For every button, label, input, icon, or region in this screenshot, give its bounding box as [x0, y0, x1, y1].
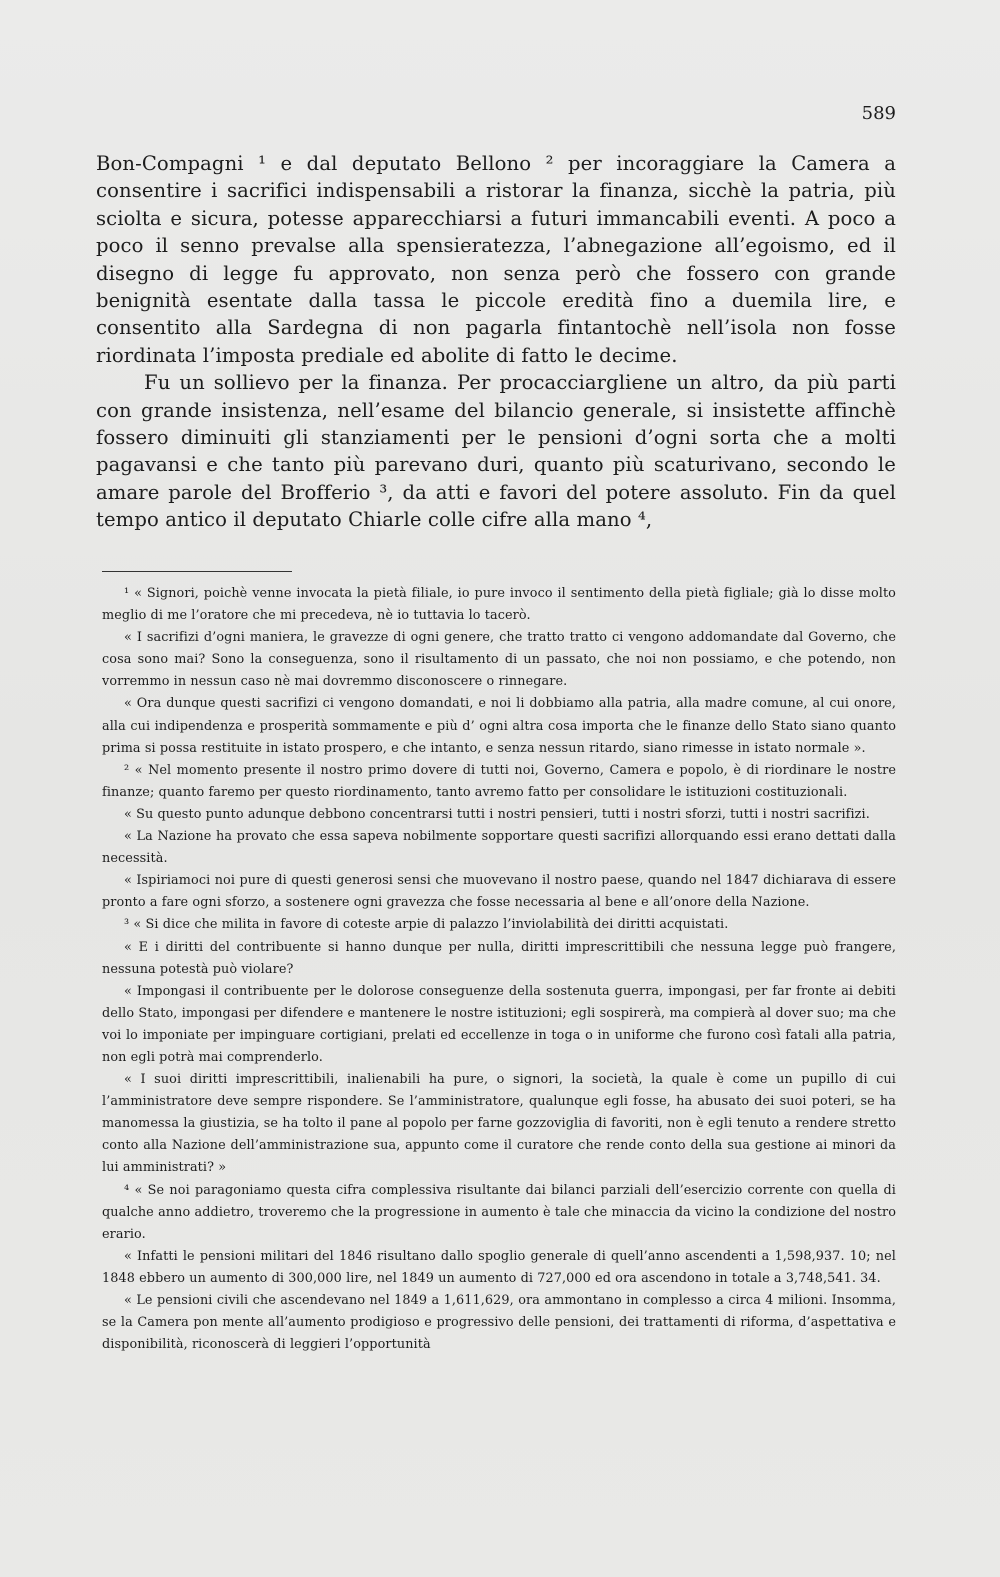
footnote-paragraph: « Impongasi il contribuente per le dolorose conseguenze della sostenuta guerra, impongasi, per far fronte ai debiti dello Stato, impongasi per difendere e mantenere le nostre istituzioni; egli sospirerà, ma compierà al dover suo; ma che voi lo imponiate per impinguare cortigiani, prelati ed eccellenze in toga o in uniforme che furono così fatali alla patria, non egli potrà mai comprenderlo.: [102, 983, 896, 1065]
footnote-paragraph: ³ « Si dice che milita in favore di coteste arpie di palazzo l’inviolabilità dei diritti acquistati.: [124, 917, 729, 933]
footnote-paragraph: « I suoi diritti imprescrittibili, inalienabili ha pure, o signori, la società, la quale è come un pupillo di cui l’amministratore deve sempre rispondere. Se l’amministratore, qualunque egli fosse, ha abusato dei suoi poteri, se ha manomessa la giustizia, se ha tolto il pane al popolo per farne gozzoviglia di favoriti, non è egli tenuto a rendere stretto conto alla Nazione dell’amministrazione sua, appunto come il curatore che rende conto della sua gestione ai minori da lui amministrati? »: [102, 1072, 896, 1176]
footnote-paragraph: « Ispiriamoci noi pure di questi generosi sensi che muovevano il nostro paese, quando nel 1847 dichiarava di essere pronto a fare ogni sforzo, a sostenere ogni gravezza che fosse necessaria al bene e all’onore della Nazione.: [102, 873, 896, 911]
main-text: [96, 150, 896, 534]
body-paragraph: Fu un sollievo per la finanza. Per procacciargliene un altro, da più parti con grande insistenza, nell’esame del bilancio generale, si insistette affinchè fossero diminuiti gli stanziamenti per le pensioni d’ogni sorta che a molti pagavansi e che tanto più parevano duri, quanto più scaturivano, secondo le amare parole del Brofferio ³, da atti e favori del potere assoluto. Fin da quel tempo antico il deputato Chiarle colle cifre alla mano ⁴,: [96, 371, 896, 532]
footnote-paragraph: ⁴ « Se noi paragoniamo questa cifra complessiva risultante dai bilanci parziali dell’esercizio corrente con quella di qualche anno addietro, troveremo che la progressione in aumento è tale che minaccia da vicino la condizione del nostro erario.: [102, 1182, 896, 1242]
footnote-paragraph: ¹ « Signori, poichè venne invocata la pietà filiale, io pure invoco il sentimento della pietà figliale; già lo disse molto meglio di me l’oratore che mi precedeva, nè io tuttavia lo tacerò.: [102, 586, 896, 624]
footnotes: [102, 583, 896, 1356]
footnote-paragraph: « Infatti le pensioni militari del 1846 risultano dallo spoglio generale di quell’anno ascendenti a 1,598,937. 10; nel 1848 ebbero un aumento di 300,000 lire, nel 1849 un aumento di 727,000 ed ora ascendono in totale a 3,748,541. 34.: [102, 1248, 896, 1286]
footnote-paragraph: « Ora dunque questi sacrifizi ci vengono domandati, e noi li dobbiamo alla patria, alla madre comune, al cui onore, alla cui indipendenza e prosperità sommamente e più d’ ogni altra cosa importa che le finanze dello Stato siano quanto prima si possa restituite in istato prospero, e che intanto, e senza nessun ritardo, siano rimesse in istato normale ».: [102, 696, 896, 756]
footnote-separator: [102, 571, 292, 572]
footnote-paragraph: ² « Nel momento presente il nostro primo dovere di tutti noi, Governo, Camera e popolo, è di riordinare le nostre finanze; quanto faremo per questo riordinamento, tanto avremo fatto per consolidare le istituzioni costituzionali.: [102, 762, 896, 800]
body-paragraph: Bon-Compagni ¹ e dal deputato Bellono ² per incoraggiare la Camera a consentire i sacrifici indispensabili a ristorar la finanza, sicchè la patria, più sciolta e sicura, potesse apparecchiarsi a futuri immancabili eventi. A poco a poco il senno prevalse alla spensieratezza, l’abnegazione all’egoismo, ed il disegno di legge fu approvato, non senza però che fossero con grande benignità esentate dalla tassa le piccole eredità fino a duemila lire, e consentito alla Sardegna di non pagarla fintantochè nell’isola non fosse riordinata l’imposta prediale ed abolite di fatto le decime.: [96, 152, 896, 367]
footnote-paragraph: « La Nazione ha provato che essa sapeva nobilmente sopportare questi sacrifizi allorquando essi erano dettati dalla necessità.: [102, 829, 896, 867]
footnote-paragraph: « Le pensioni civili che ascendevano nel 1849 a 1,611,629, ora ammontano in complesso a circa 4 milioni. Insomma, se la Camera pon mente all’aumento prodigioso e progressivo delle pensioni, dei trattamenti di riforma, d’aspettativa e disponibilità, riconoscerà di leggieri l’opportunità: [102, 1293, 896, 1353]
footnote-paragraph: « E i diritti del contribuente si hanno dunque per nulla, diritti imprescrittibili che nessuna legge può frangere, nessuna potestà può violare?: [102, 939, 896, 977]
footnote-paragraph: « I sacrifizi d’ogni maniera, le gravezze di ogni genere, che tratto tratto ci vengono addomandate dal Governo, che cosa sono mai? Sono la conseguenza, sono il risultamento di un passato, che noi non possiamo, e che potendo, non vorremmo in nessun caso nè mai dovremmo disconoscere o rinnegare.: [102, 630, 896, 690]
footnote-paragraph: « Su questo punto adunque debbono concentrarsi tutti i nostri pensieri, tutti i nostri sforzi, tutti i nostri sacrifizi.: [124, 806, 870, 822]
page-number: 589: [861, 103, 896, 124]
